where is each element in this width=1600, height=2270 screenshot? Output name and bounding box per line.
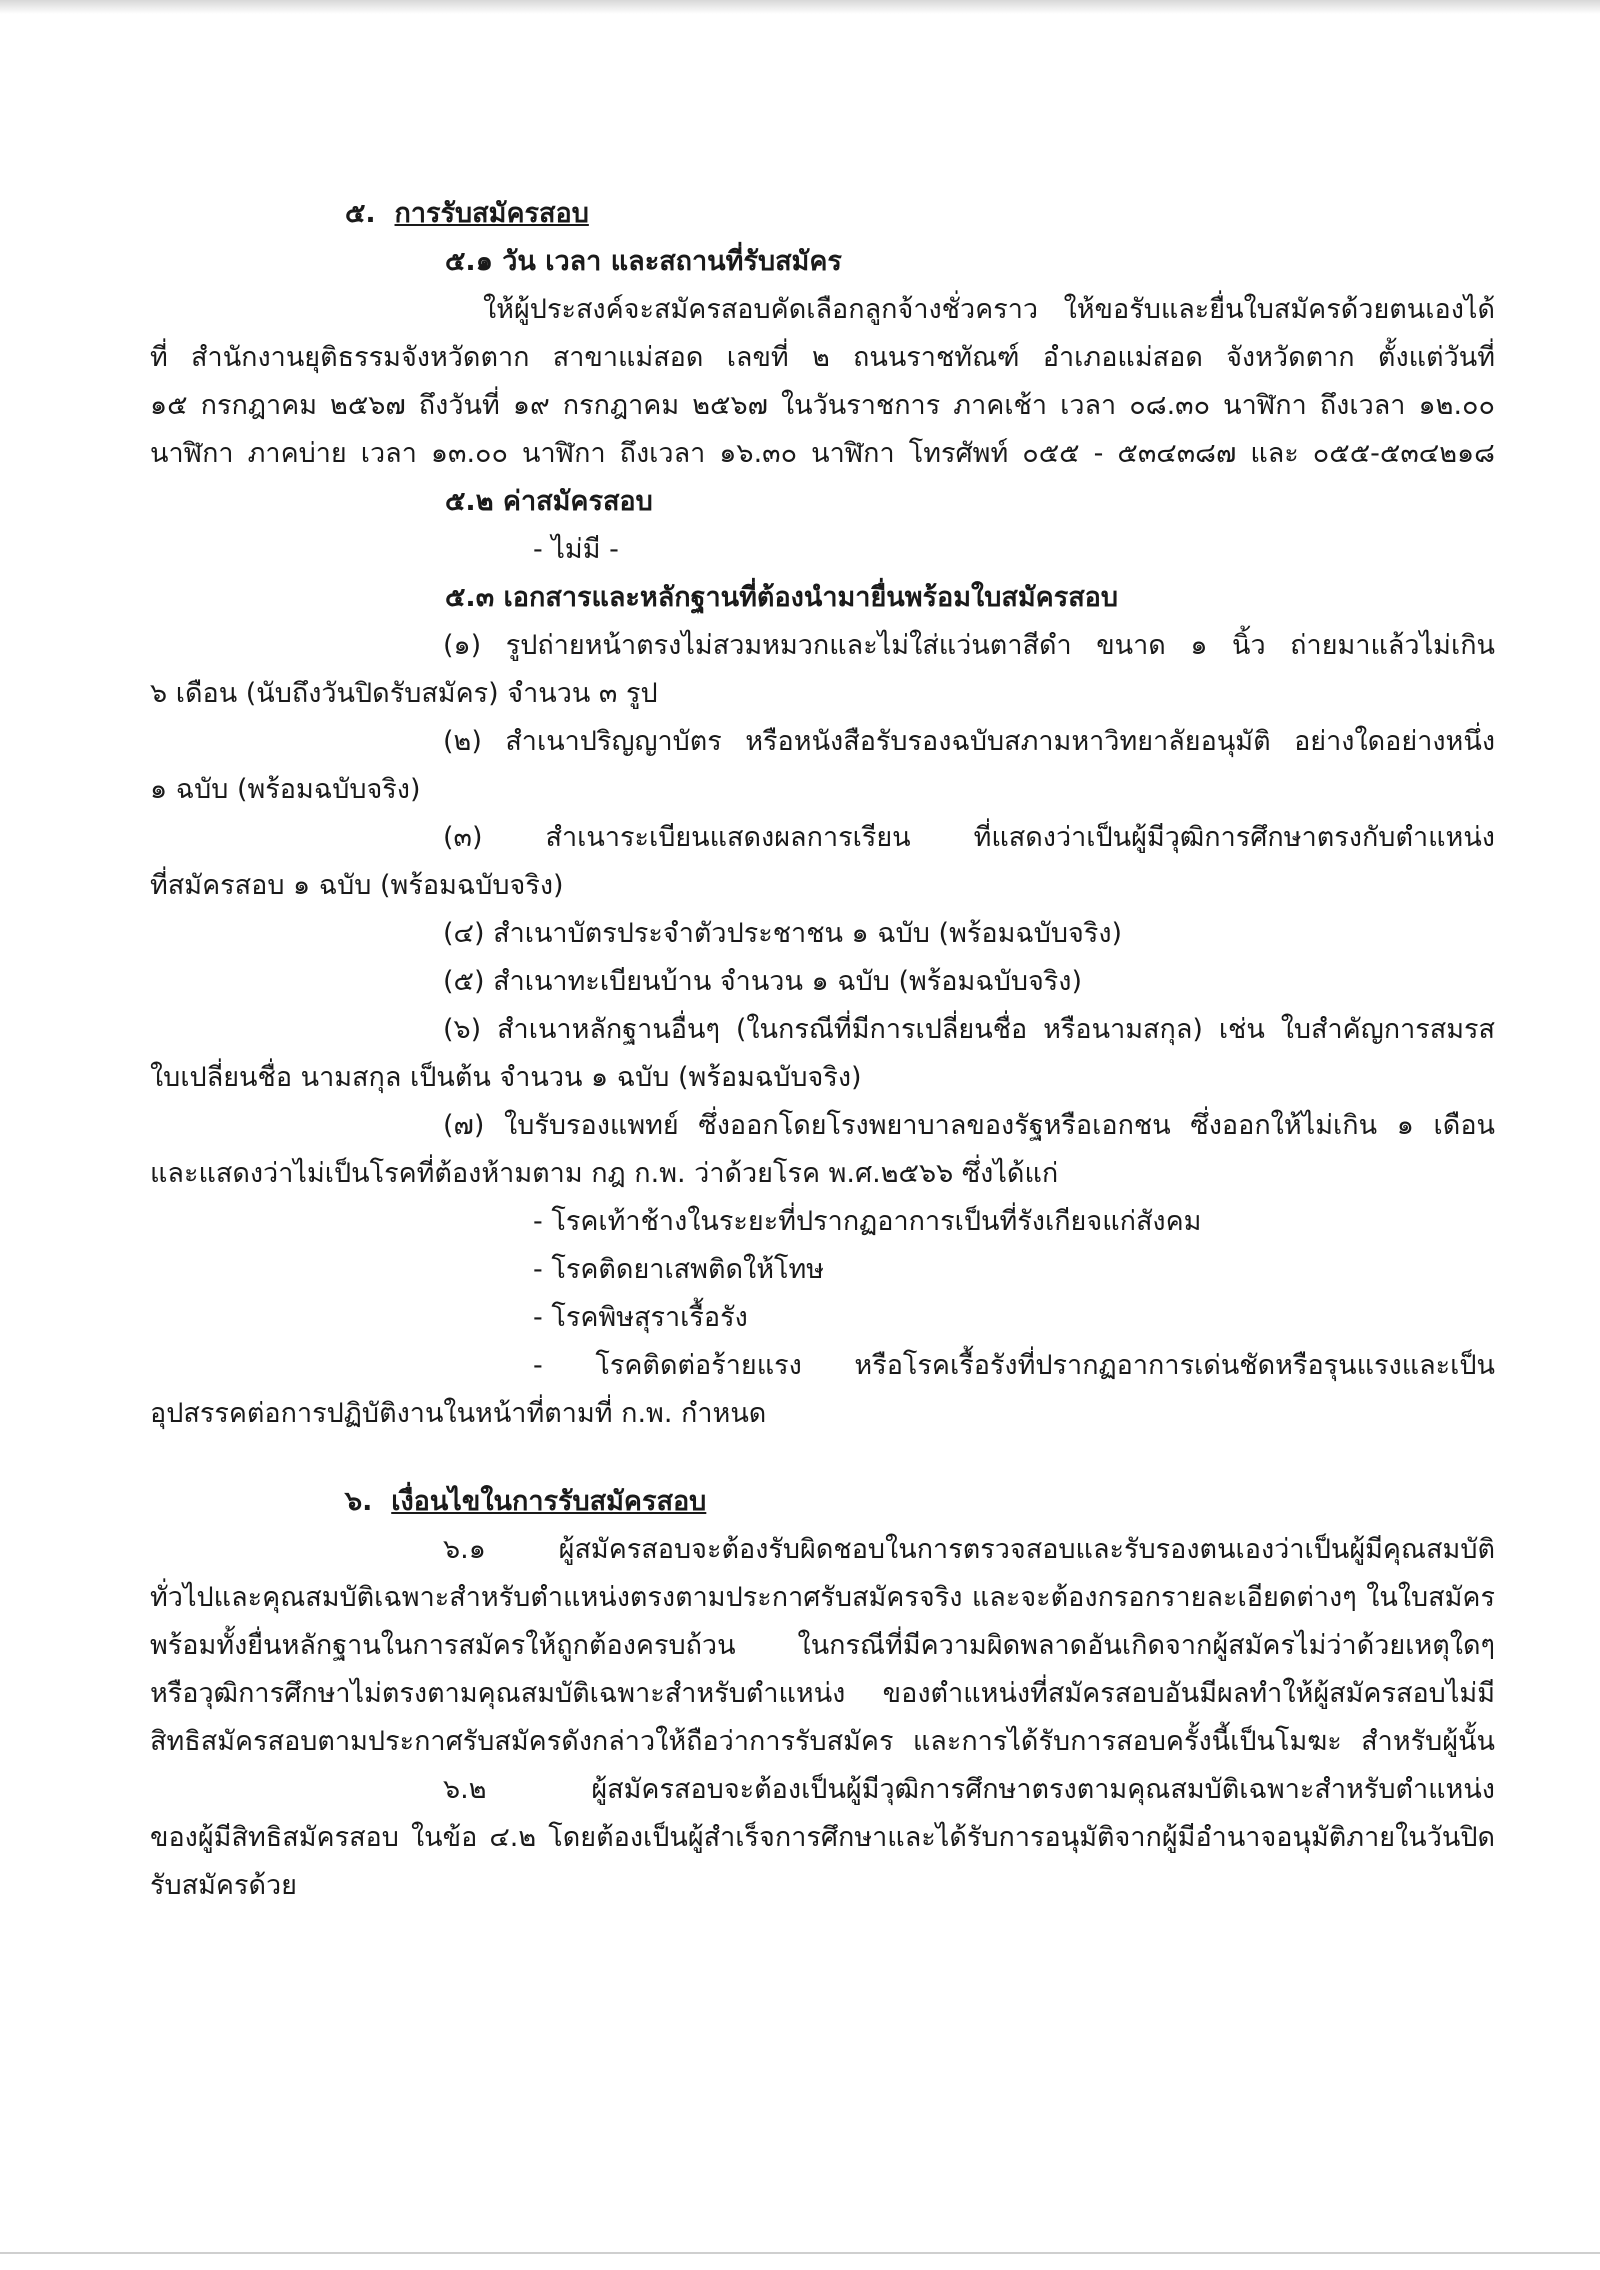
section5-title: การรับสมัครสอบ — [394, 198, 589, 229]
section6-number: ๖. — [345, 1486, 373, 1517]
section5-heading — [345, 190, 1495, 238]
disease-item-4: - โรคติดต่อร้ายแรง หรือโรคเรื้อรังที่ปรากฏอาการเด่นชัดหรือรุนแรงและเป็น — [533, 1350, 1495, 1381]
scan-bottom-edge — [0, 2252, 1600, 2254]
section6-heading — [345, 1478, 1495, 1526]
section-spacer — [150, 1438, 1495, 1478]
document-item-7-cont: และแสดงว่าไม่เป็นโรคที่ต้องห้ามตาม กฎ ก.พ. ว่าด้วยโรค พ.ศ.๒๕๖๖ ซึ่งได้แก่ — [150, 1158, 1059, 1189]
scan-top-edge — [0, 0, 1600, 14]
section6-1-line-5: สิทธิสมัครสอบตามประกาศรับสมัครดังกล่าวให้ถือว่าการรับสมัคร และการได้รับการสอบครั้งนี้เป็นโมฆะ สำหรับผู้นั้น — [150, 1726, 1495, 1757]
document-item-2: (๒) สำเนาปริญญาบัตร หรือหนังสือรับรองฉบับสภามหาวิทยาลัยอนุมัติ อย่างใดอย่างหนึ่ง — [443, 726, 1495, 757]
document-item-3: (๓) สำเนาระเบียนแสดงผลการเรียน ที่แสดงว่าเป็นผู้มีวุฒิการศึกษาตรงกับตำแหน่ง — [443, 822, 1495, 853]
section6-1-line-3: พร้อมทั้งยื่นหลักฐานในการสมัครให้ถูกต้องครบถ้วน ในกรณีที่มีความผิดพลาดอันเกิดจากผู้สมัครไม่ว่าด้วยเหตุใดๆ — [150, 1630, 1495, 1661]
section5-2-fee: - ไม่มี - — [533, 534, 619, 565]
document-body — [150, 190, 1495, 1910]
section6-2-line-3: รับสมัครด้วย — [150, 1870, 297, 1901]
section6-2-line-2: ของผู้มีสิทธิสมัครสอบ ในข้อ ๔.๒ โดยต้องเป็นผู้สำเร็จการศึกษาและได้รับการอนุมัติจากผู้มีอำนาจอนุมัติภายในวันปิด — [150, 1822, 1495, 1853]
document-item-5: (๕) สำเนาทะเบียนบ้าน จำนวน ๑ ฉบับ (พร้อมฉบับจริง) — [443, 966, 1083, 997]
section6-2-line-1: ๖.๒ ผู้สมัครสอบจะต้องเป็นผู้มีวุฒิการศึกษาตรงตามคุณสมบัติเฉพาะสำหรับตำแหน่ง — [443, 1774, 1495, 1805]
document-item-4: (๔) สำเนาบัตรประจำตัวประชาชน ๑ ฉบับ (พร้อมฉบับจริง) — [443, 918, 1123, 949]
section5-1-line-3: ๑๕ กรกฎาคม ๒๕๖๗ ถึงวันที่ ๑๙ กรกฎาคม ๒๕๖๗ ในวันราชการ ภาคเช้า เวลา ๐๘.๓๐ นาฬิกา ถึงเวลา ๑๒.๐๐ — [150, 390, 1495, 421]
section5-1-heading: ๕.๑ วัน เวลา และสถานที่รับสมัคร — [445, 246, 842, 277]
disease-item-2: - โรคติดยาเสพติดให้โทษ — [533, 1254, 825, 1285]
section5-1-line-2: ที่ สำนักงานยุติธรรมจังหวัดตาก สาขาแม่สอด เลขที่ ๒ ถนนราชทัณฑ์ อำเภอแม่สอด จังหวัดตาก ตั้งแต่วันที่ — [150, 342, 1495, 373]
section5-number: ๕. — [345, 198, 376, 229]
disease-item-1: - โรคเท้าช้างในระยะที่ปรากฏอาการเป็นที่รังเกียจแก่สังคม — [533, 1206, 1202, 1237]
document-item-1-cont: ๖ เดือน (นับถึงวันปิดรับสมัคร) จำนวน ๓ รูป — [150, 678, 658, 709]
document-item-1: (๑) รูปถ่ายหน้าตรงไม่สวมหมวกและไม่ใส่แว่นตาสีดำ ขนาด ๑ นิ้ว ถ่ายมาแล้วไม่เกิน — [443, 630, 1495, 661]
document-item-7: (๗) ใบรับรองแพทย์ ซึ่งออกโดยโรงพยาบาลของรัฐหรือเอกชน ซึ่งออกให้ไม่เกิน ๑ เดือน — [443, 1110, 1495, 1141]
document-item-2-cont: ๑ ฉบับ (พร้อมฉบับจริง) — [150, 774, 421, 805]
section5-2-heading: ๕.๒ ค่าสมัครสอบ — [445, 486, 653, 517]
section5-3-heading: ๕.๓ เอกสารและหลักฐานที่ต้องนำมายื่นพร้อมใบสมัครสอบ — [445, 582, 1119, 613]
section5-1-line-1: ให้ผู้ประสงค์จะสมัครสอบคัดเลือกลูกจ้างชั่วคราว ให้ขอรับและยื่นใบสมัครด้วยตนเองได้ — [483, 294, 1495, 325]
section6-1-line-4: หรือวุฒิการศึกษาไม่ตรงตามคุณสมบัติเฉพาะสำหรับตำแหน่ง ของตำแหน่งที่สมัครสอบอันมีผลทำให้ผู้สมัครสอบไม่มี — [150, 1678, 1495, 1709]
section6-1-line-1: ๖.๑ ผู้สมัครสอบจะต้องรับผิดชอบในการตรวจสอบและรับรองตนเองว่าเป็นผู้มีคุณสมบัติ — [443, 1534, 1495, 1565]
section6-1-line-2: ทั่วไปและคุณสมบัติเฉพาะสำหรับตำแหน่งตรงตามประกาศรับสมัครจริง และจะต้องกรอกรายละเอียดต่างๆ ในใบสมัคร — [150, 1582, 1495, 1613]
document-item-6: (๖) สำเนาหลักฐานอื่นๆ (ในกรณีที่มีการเปลี่ยนชื่อ หรือนามสกุล) เช่น ใบสำคัญการสมรส — [443, 1014, 1495, 1045]
disease-item-4-cont: อุปสรรคต่อการปฏิบัติงานในหน้าที่ตามที่ ก.พ. กำหนด — [150, 1398, 767, 1429]
section6-title: เงื่อนไขในการรับสมัครสอบ — [391, 1486, 707, 1517]
document-item-6-cont: ใบเปลี่ยนชื่อ นามสกุล เป็นต้น จำนวน ๑ ฉบับ (พร้อมฉบับจริง) — [150, 1062, 862, 1093]
section5-1-line-4: นาฬิกา ภาคบ่าย เวลา ๑๓.๐๐ นาฬิกา ถึงเวลา ๑๖.๓๐ นาฬิกา โทรศัพท์ ๐๕๕ - ๕๓๔๓๘๗ และ ๐๕๕-๕๓๔๒๑๘ — [150, 438, 1495, 469]
disease-item-3: - โรคพิษสุราเรื้อรัง — [533, 1302, 748, 1333]
document-item-3-cont: ที่สมัครสอบ ๑ ฉบับ (พร้อมฉบับจริง) — [150, 870, 564, 901]
